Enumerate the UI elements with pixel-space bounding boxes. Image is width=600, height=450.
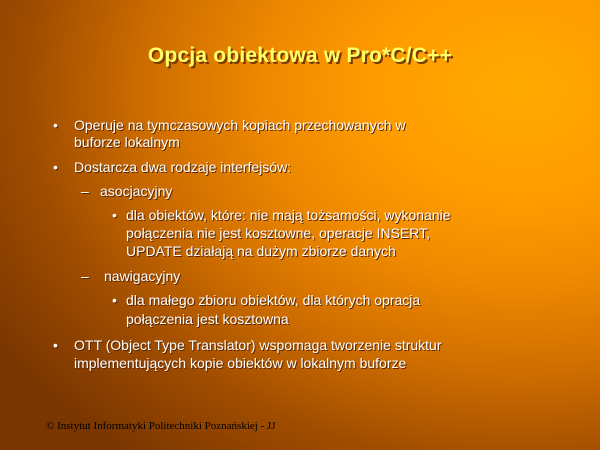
list-item-line: UPDATE działają na dużym zbiorze danych: [126, 243, 396, 259]
bullet-icon: •: [112, 207, 117, 223]
footer-copyright: © Instytut Informatyki Politechniki Poznańskiej - JJ: [46, 420, 276, 432]
list-item-line: OTT (Object Type Translator) wspomaga tworzenie struktur: [74, 337, 442, 353]
list-item-line: Operuje na tymczasowych kopiach przechowanych w: [74, 117, 406, 133]
list-item-line: połączenia nie jest kosztowne, operacje INSERT,: [126, 225, 431, 241]
bullet-icon: •: [53, 159, 58, 175]
bullet-icon: •: [53, 117, 58, 133]
list-item-line: połączenia jest kosztowna: [126, 311, 289, 327]
list-item-line: buforze lokalnym: [74, 134, 180, 150]
list-item-line: asocjacyjny: [100, 183, 173, 199]
dash-icon: –: [81, 268, 89, 284]
dash-icon: –: [81, 183, 89, 199]
bullet-icon: •: [53, 337, 58, 353]
bullet-icon: •: [112, 292, 117, 308]
list-item-line: dla małego zbioru obiektów, dla których opracja: [126, 292, 421, 308]
list-item-line: Dostarcza dwa rodzaje interfejsów:: [74, 159, 292, 175]
slide-title: Opcja obiektowa w Pro*C/C++: [147, 44, 453, 67]
list-item-line: nawigacyjny: [104, 268, 181, 284]
list-item-line: implementujących kopie obiektów w lokalnym buforze: [74, 355, 407, 371]
list-item-line: dla obiektów, które: nie mają tożsamości, wykonanie: [126, 207, 451, 223]
